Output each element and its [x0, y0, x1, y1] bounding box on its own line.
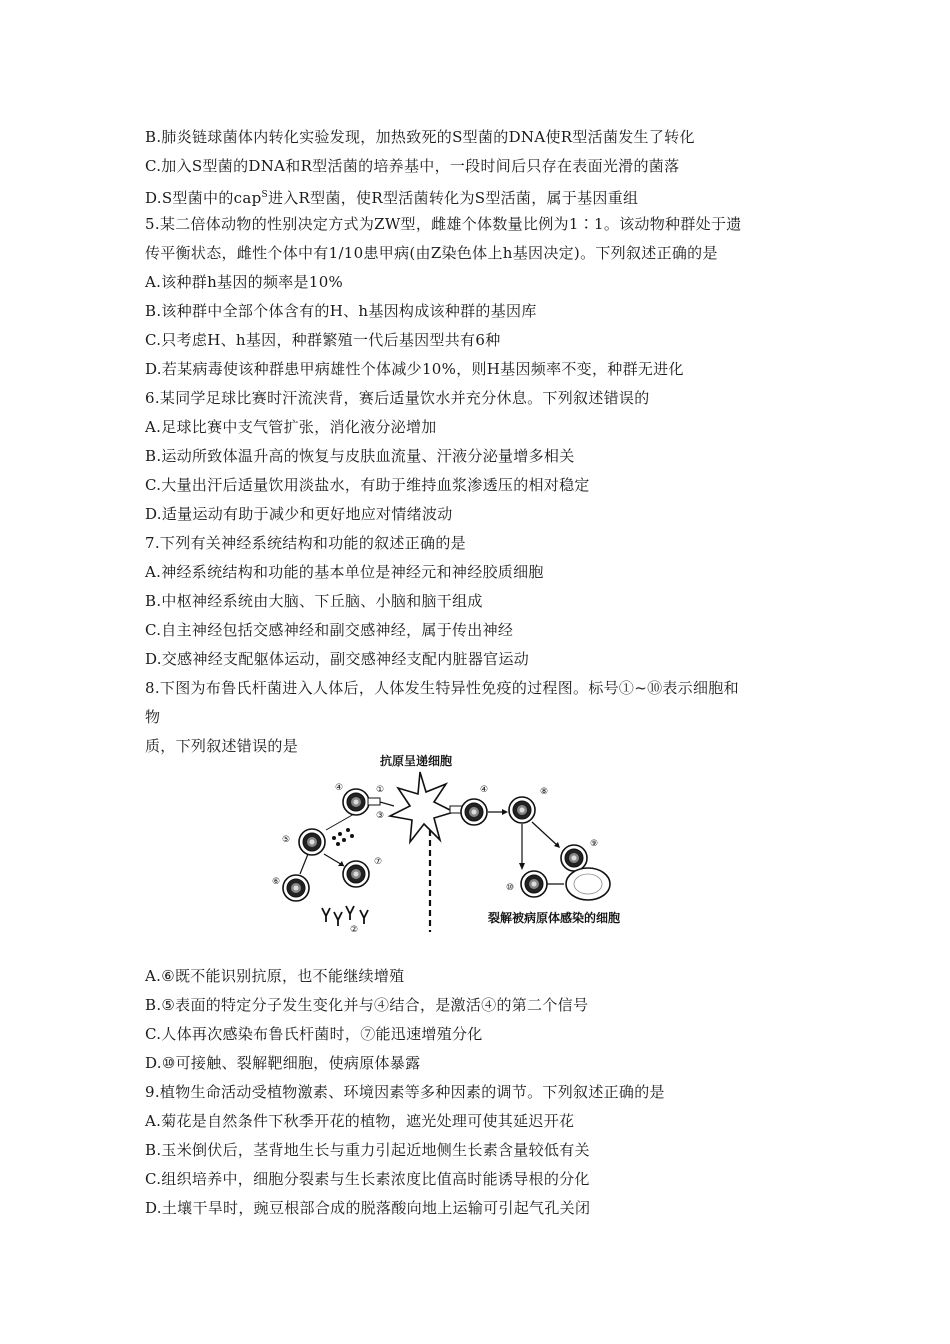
q4-d-sup: S [261, 190, 268, 200]
receptor-right [450, 806, 462, 813]
cell-9 [561, 845, 587, 871]
num-10: ⑩ [506, 883, 515, 893]
label-lysis: 裂解被病原体感染的细胞 [488, 911, 621, 925]
q5-stem-line1: 5.某二倍体动物的性别决定方式为ZW型，雌雄个体数量比例为1∶1。该动物种群处于遗 [145, 215, 742, 233]
target-cell [566, 868, 610, 900]
q5-option-b: B.该种群中全部个体含有的H、h基因构成该种群的基因库 [145, 302, 537, 320]
cell-7 [343, 861, 369, 887]
q5-option-d: D.若某病毒使该种群患甲病雄性个体减少10%，则H基因频率不变，种群无进化 [145, 360, 684, 378]
q6-option-d: D.适量运动有助于减少和更好地应对情绪波动 [145, 505, 453, 523]
cell-8 [509, 797, 535, 823]
q7-option-c: C.自主神经包括交感神经和副交感神经，属于传出神经 [145, 621, 514, 639]
q5-option-a: A.该种群h基因的频率是10% [145, 273, 344, 291]
cell-5 [299, 829, 325, 855]
q5-option-c: C.只考虑H、h基因，种群繁殖一代后基因型共有6种 [145, 331, 501, 349]
q8-option-c: C.人体再次感染布鲁氏杆菌时，⑦能迅速增殖分化 [145, 1025, 483, 1043]
q4-option-d [145, 185, 638, 208]
num-2: ② [350, 925, 359, 935]
num-4-left: ④ [335, 783, 344, 793]
q6-option-b: B.运动所致体温升高的恢复与皮肤血流量、汗液分泌量增多相关 [145, 447, 575, 465]
q7-option-a: A.神经系统结构和功能的基本单位是神经元和神经胶质细胞 [145, 563, 544, 581]
q4-option-b: B.肺炎链球菌体内转化实验发现，加热致死的S型菌的DNA使R型活菌发生了转化 [145, 128, 695, 146]
num-5: ⑤ [282, 835, 291, 845]
num-4-right: ④ [480, 785, 489, 795]
cell-6 [283, 875, 309, 901]
q4-d-post: 进入R型菌，使R型活菌转化为S型活菌，属于基因重组 [267, 189, 639, 207]
cell-4-left [343, 789, 369, 815]
q9-option-d: D.土壤干旱时，豌豆根部合成的脱落酸向地上运输可引起气孔关闭 [145, 1199, 591, 1217]
receptor-1 [368, 798, 380, 805]
q7-stem: 7.下列有关神经系统结构和功能的叙述正确的是 [145, 534, 466, 552]
num-3: ③ [376, 811, 385, 821]
q4-option-c: C.加入S型菌的DNA和R型活菌的培养基中，一段时间后只存在表面光滑的菌落 [145, 157, 680, 175]
q4-d-pre: D.S型菌中的cap [145, 189, 262, 207]
q8-stem-line3: 质，下列叙述错误的是 [145, 737, 299, 755]
q9-option-c: C.组织培养中，细胞分裂素与生长素浓度比值高时能诱导根的分化 [145, 1170, 590, 1188]
immune-process-diagram [270, 750, 650, 940]
q5-stem-line2: 传平衡状态，雌性个体中有1/10患甲病(由Z染色体上h基因决定)。下列叙述正确的是 [145, 244, 718, 262]
num-8: ⑧ [540, 787, 549, 797]
q9-option-a: A.菊花是自然条件下秋季开花的植物，遮光处理可使其延迟开花 [145, 1112, 575, 1130]
num-6: ⑥ [272, 877, 281, 887]
label-apc: 抗原呈递细胞 [380, 754, 453, 768]
q6-stem: 6.某同学足球比赛时汗流浃背，赛后适量饮水并充分休息。下列叙述错误的 [145, 389, 650, 407]
q8-stem-line1: 8.下图为布鲁氏杆菌进入人体后，人体发生特异性免疫的过程图。标号①~⑩表示细胞和 [145, 679, 739, 697]
cell-4-right [461, 799, 487, 825]
q6-option-c: C.大量出汗后适量饮用淡盐水，有助于维持血浆渗透压的相对稳定 [145, 476, 590, 494]
num-9: ⑨ [590, 839, 599, 849]
q7-option-b: B.中枢神经系统由大脑、下丘脑、小脑和脑干组成 [145, 592, 483, 610]
q9-stem: 9.植物生命活动受植物激素、环境因素等多种因素的调节。下列叙述正确的是 [145, 1083, 665, 1101]
apc-cell [390, 772, 454, 842]
q8-option-b: B.⑤表面的特定分子发生变化并与④结合，是激活④的第二个信号 [145, 996, 589, 1014]
q6-option-a: A.足球比赛中支气管扩张，消化液分泌增加 [145, 418, 437, 436]
q7-option-d: D.交感神经支配躯体运动，副交感神经支配内脏器官运动 [145, 650, 530, 668]
q9-option-b: B.玉米倒伏后，茎背地生长与重力引起近地侧生长素含量较低有关 [145, 1141, 590, 1159]
cell-10 [521, 871, 547, 897]
cytokines [332, 828, 354, 846]
num-1: ① [376, 785, 385, 795]
q8-stem-line2: 物 [145, 708, 161, 726]
antibodies [322, 906, 368, 926]
q8-option-d: D.⑩可接触、裂解靶细胞，使病原体暴露 [145, 1054, 421, 1072]
num-7: ⑦ [374, 857, 383, 867]
q8-option-a: A.⑥既不能识别抗原，也不能继续增殖 [145, 967, 405, 985]
